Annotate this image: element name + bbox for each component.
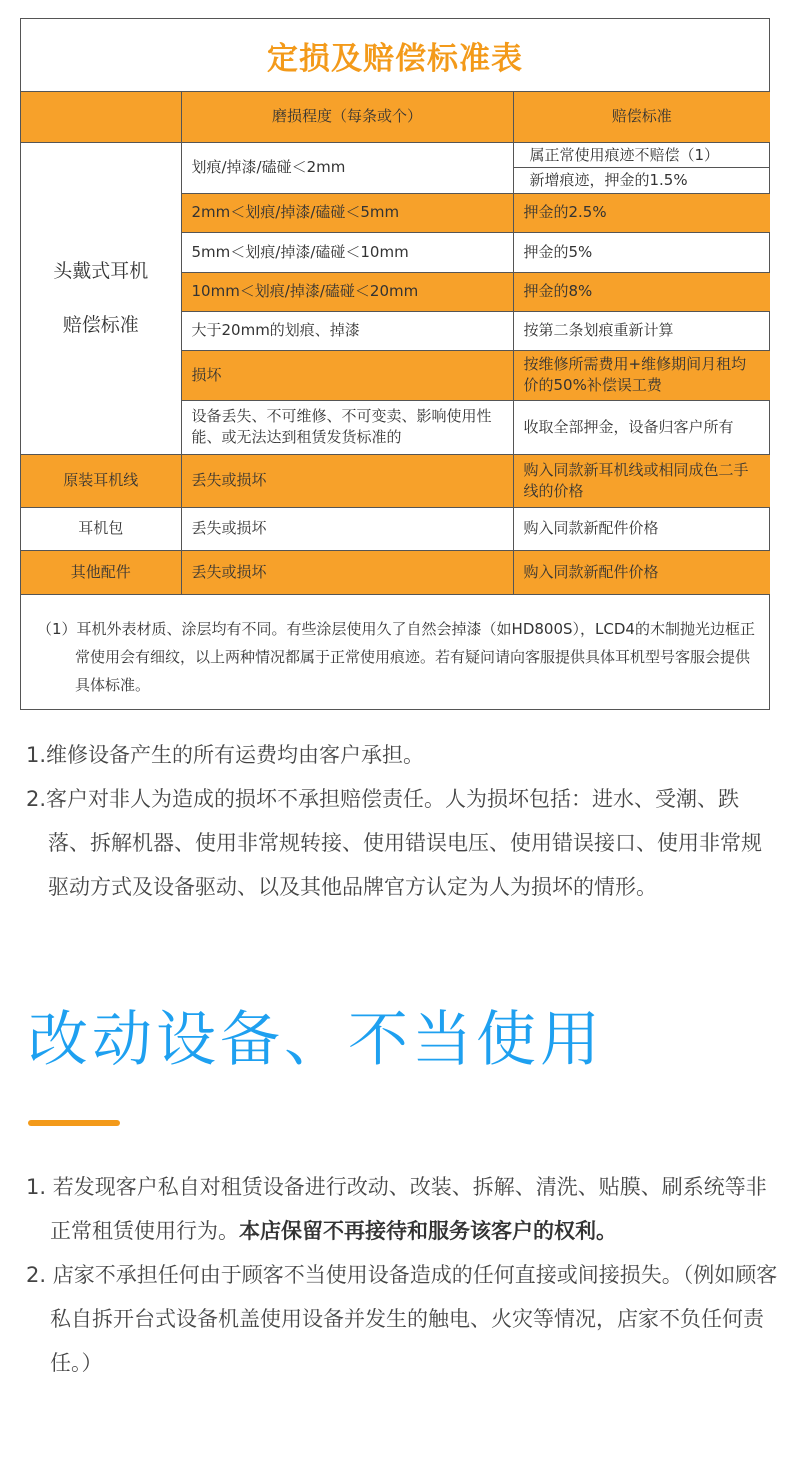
table-footnote: [21, 595, 769, 699]
category-cell: 耳机包: [21, 507, 181, 550]
rule-misuse: [26, 1253, 786, 1385]
section-title: 改动设备、不当使用: [28, 1005, 604, 1075]
section-accent-bar: [28, 1120, 120, 1126]
table-header-row: [21, 92, 770, 142]
rule-modification-text: 1. 若发现客户私自对租赁设备进行改动、改装、拆解、清洗、贴膜、刷系统等非正常租赁使用行为。: [26, 1175, 767, 1243]
general-rules: [26, 733, 774, 909]
category-headphone-line2: 赔偿标准: [62, 314, 139, 336]
header-wear: 磨损程度（每条或个）: [181, 92, 513, 142]
footnote-text: （1）耳机外表材质、涂层均有不同。有些涂层使用久了自然会掉漆（如HD800S），LCD4的木制抛光边框正常使用会有细纹，以上两种情况都属于正常使用痕迹。若有疑问请向客服提供具体耳机型号客服会提供具体标准。: [37, 619, 755, 694]
wear-cell: 设备丢失、不可维修、不可变卖、影响使用性能、或无法达到租赁发货标准的: [181, 400, 513, 454]
standard-cell: 购入同款新配件价格: [513, 507, 770, 550]
compensation-table: [20, 18, 770, 710]
wear-cell: 5mm＜划痕/掉漆/磕碰＜10mm: [181, 232, 513, 272]
wear-cell: 丢失或损坏: [181, 454, 513, 507]
standard-cell: 购入同款新耳机线或相同成色二手线的价格: [513, 454, 770, 507]
standard-cell-split: [513, 142, 770, 193]
standard-cell: 按第二条划痕重新计算: [513, 311, 770, 350]
wear-cell: 2mm＜划痕/掉漆/磕碰＜5mm: [181, 193, 513, 232]
rule-damage: 2.客户对非人为造成的损坏不承担赔偿责任。人为损坏包括：进水、受潮、跌落、拆解机器、使用非常规转接、使用错误电压、使用错误接口、使用非常规驱动方式及设备驱动、以及其他品牌官方认定为人为损坏的情形。: [26, 787, 762, 899]
wear-cell: 10mm＜划痕/掉漆/磕碰＜20mm: [181, 272, 513, 311]
standard-cell-b: 新增痕迹，押金的1.5%: [529, 170, 688, 189]
rule-modification-bold: 本店保留不再接待和服务该客户的权利。: [239, 1219, 617, 1243]
category-headphone: [21, 142, 181, 454]
wear-cell: 损坏: [181, 350, 513, 400]
rule-misuse-text: 2. 店家不承担任何由于顾客不当使用设备造成的任何直接或间接损失。（例如顾客私自拆开台式设备机盖使用设备并发生的触电、火灾等情况，店家不负任何责任。）: [26, 1263, 778, 1375]
standard-cell: 按维修所需费用+维修期间月租均价的50%补偿误工费: [513, 350, 770, 400]
standard-cell-a: 属正常使用痕迹不赔偿（1）: [514, 143, 771, 168]
table-title: 定损及赔偿标准表: [21, 19, 769, 92]
table-row: [21, 550, 770, 594]
rule-shipping: 1.维修设备产生的所有运费均由客户承担。: [26, 743, 425, 767]
standard-cell: 收取全部押金，设备归客户所有: [513, 400, 770, 454]
modification-rules: [26, 1165, 786, 1385]
standard-cell: 押金的8%: [513, 272, 770, 311]
header-empty: [21, 92, 181, 142]
wear-cell: 大于20mm的划痕、掉漆: [181, 311, 513, 350]
rule-modification: [26, 1165, 786, 1253]
table-row: [21, 142, 770, 193]
table-row: [21, 507, 770, 550]
category-cell: 原装耳机线: [21, 454, 181, 507]
standard-cell: 押金的5%: [513, 232, 770, 272]
table-row: [21, 454, 770, 507]
category-headphone-line1: 头戴式耳机: [53, 260, 149, 282]
standard-cell: 购入同款新配件价格: [513, 550, 770, 594]
category-cell: 其他配件: [21, 550, 181, 594]
wear-cell: 丢失或损坏: [181, 507, 513, 550]
wear-cell: 划痕/掉漆/磕碰＜2mm: [181, 142, 513, 193]
header-standard: 赔偿标准: [513, 92, 770, 142]
compensation-grid: [21, 92, 770, 595]
standard-cell: 押金的2.5%: [513, 193, 770, 232]
wear-cell: 丢失或损坏: [181, 550, 513, 594]
